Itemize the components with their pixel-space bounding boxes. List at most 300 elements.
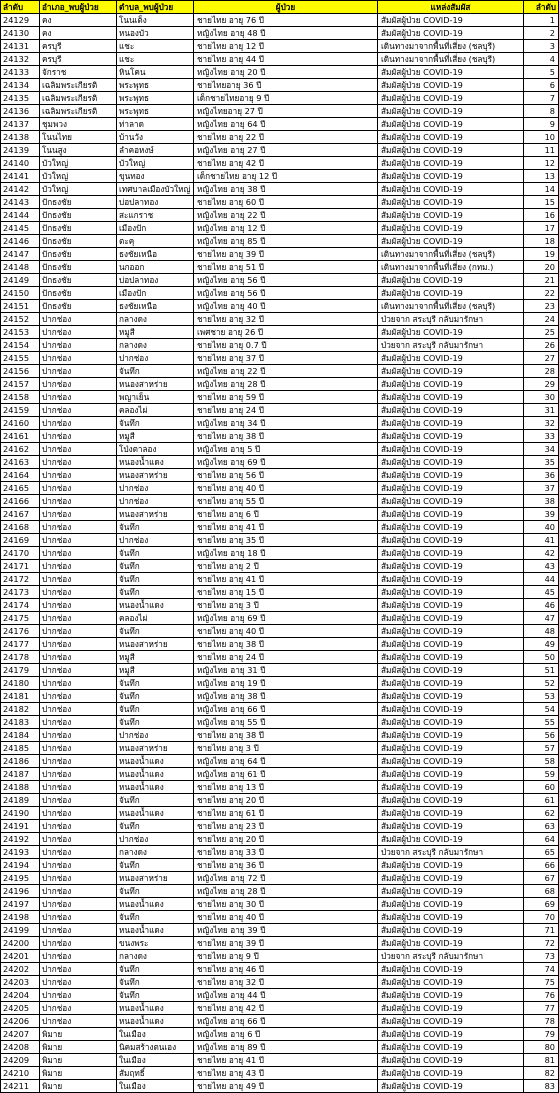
cell-exposure-source: สัมผัสผู้ป่วย COVID-19 (378, 157, 524, 170)
cell-subdistrict: หนองสาหร่าย (117, 378, 194, 391)
cell-exposure-source: สัมผัสผู้ป่วย COVID-19 (378, 872, 524, 885)
cell-sequence: 39 (524, 508, 559, 521)
cell-district: บัวใหญ่ (40, 170, 117, 183)
cell-district: ปากช่อง (40, 989, 117, 1002)
cell-subdistrict: โป่งตาลอง (117, 443, 194, 456)
cell-subdistrict: ท่าลาด (117, 118, 194, 131)
cell-exposure-source: สัมผัสผู้ป่วย COVID-19 (378, 274, 524, 287)
cell-subdistrict: เมืองปัก (117, 222, 194, 235)
cell-district: ครบุรี (40, 53, 117, 66)
cell-sequence: 66 (524, 859, 559, 872)
cell-sequence: 21 (524, 274, 559, 287)
cell-patient: หญิงไทย อายุ 85 ปี (194, 235, 378, 248)
cell-case-number: 24162 (1, 443, 40, 456)
cell-exposure-source: สัมผัสผู้ป่วย COVID-19 (378, 417, 524, 430)
cell-district: ปากช่อง (40, 859, 117, 872)
table-row (1, 976, 559, 989)
cell-sequence: 33 (524, 430, 559, 443)
cell-district: ปากช่อง (40, 521, 117, 534)
cell-sequence: 17 (524, 222, 559, 235)
cell-exposure-source: สัมผัสผู้ป่วย COVID-19 (378, 27, 524, 40)
cell-sequence: 9 (524, 118, 559, 131)
cell-subdistrict: ปากช่อง (117, 352, 194, 365)
cell-district: ปากช่อง (40, 430, 117, 443)
cell-patient: หญิงไทย อายุ 38 ปี (194, 690, 378, 703)
cell-exposure-source: สัมผัสผู้ป่วย COVID-19 (378, 703, 524, 716)
cell-patient: ชายไทย อายุ 2 ปี (194, 560, 378, 573)
table-row (1, 196, 559, 209)
cell-sequence: 76 (524, 989, 559, 1002)
table-row (1, 326, 559, 339)
cell-patient: หญิงไทยอายุ 27 ปี (194, 105, 378, 118)
cell-exposure-source: สัมผัสผู้ป่วย COVID-19 (378, 170, 524, 183)
cell-sequence: 12 (524, 157, 559, 170)
cell-exposure-source: สัมผัสผู้ป่วย COVID-19 (378, 456, 524, 469)
cell-sequence: 8 (524, 105, 559, 118)
cell-sequence: 56 (524, 729, 559, 742)
cell-case-number: 24188 (1, 781, 40, 794)
cell-district: ปากช่อง (40, 781, 117, 794)
cell-patient: เด็กชายไทยอายุ 9 ปี (194, 92, 378, 105)
cell-case-number: 24159 (1, 404, 40, 417)
cell-case-number: 24133 (1, 66, 40, 79)
cell-case-number: 24145 (1, 222, 40, 235)
cell-patient: ชายไทย อายุ 51 ปี (194, 261, 378, 274)
table-row (1, 27, 559, 40)
cell-subdistrict: บ่อปลาทอง (117, 196, 194, 209)
cell-subdistrict: เมืองปัก (117, 287, 194, 300)
cell-exposure-source: สัมผัสผู้ป่วย COVID-19 (378, 833, 524, 846)
cell-exposure-source: สัมผัสผู้ป่วย COVID-19 (378, 820, 524, 833)
cell-patient: ชายไทย อายุ 41 ปี (194, 521, 378, 534)
cell-sequence: 34 (524, 443, 559, 456)
cell-subdistrict: บ่อปลาทอง (117, 274, 194, 287)
cell-district: ปากช่อง (40, 573, 117, 586)
header-district: อำเภอ_พบผู้ป่วย (40, 1, 117, 14)
cell-sequence: 5 (524, 66, 559, 79)
cell-subdistrict: หนองน้ำแดง (117, 456, 194, 469)
cell-subdistrict: คลองไผ่ (117, 612, 194, 625)
table-row (1, 430, 559, 443)
cell-exposure-source: สัมผัสผู้ป่วย COVID-19 (378, 92, 524, 105)
cell-patient: ชายไทย อายุ 40 ปี (194, 482, 378, 495)
cell-patient: หญิงไทย อายุ 69 ปี (194, 612, 378, 625)
cell-case-number: 24144 (1, 209, 40, 222)
cell-subdistrict: ปากช่อง (117, 495, 194, 508)
cell-exposure-source: สัมผัสผู้ป่วย COVID-19 (378, 495, 524, 508)
cell-district: พิมาย (40, 1054, 117, 1067)
cell-case-number: 24175 (1, 612, 40, 625)
cell-exposure-source: สัมผัสผู้ป่วย COVID-19 (378, 989, 524, 1002)
cell-exposure-source: ป่วยจาก สระบุรี กลับมารักษา (378, 950, 524, 963)
header-subdistrict: ตำบล_พบผู้ป่วย (117, 1, 194, 14)
cell-district: ปากช่อง (40, 417, 117, 430)
cell-case-number: 24202 (1, 963, 40, 976)
cell-subdistrict: ในเมือง (117, 1054, 194, 1067)
cell-district: ปากช่อง (40, 794, 117, 807)
cell-district: ปากช่อง (40, 872, 117, 885)
cell-district: ปากช่อง (40, 924, 117, 937)
cell-patient: ชายไทย อายุ 38 ปี (194, 638, 378, 651)
cell-exposure-source: สัมผัสผู้ป่วย COVID-19 (378, 638, 524, 651)
cell-patient: ชายไทย อายุ 43 ปี (194, 1067, 378, 1080)
cell-exposure-source: สัมผัสผู้ป่วย COVID-19 (378, 1015, 524, 1028)
cell-case-number: 24171 (1, 560, 40, 573)
cell-exposure-source: สัมผัสผู้ป่วย COVID-19 (378, 794, 524, 807)
cell-district: ปักธงชัย (40, 300, 117, 313)
cell-case-number: 24183 (1, 716, 40, 729)
cell-sequence: 74 (524, 963, 559, 976)
cell-sequence: 16 (524, 209, 559, 222)
cell-exposure-source: สัมผัสผู้ป่วย COVID-19 (378, 183, 524, 196)
cell-exposure-source: สัมผัสผู้ป่วย COVID-19 (378, 898, 524, 911)
cell-exposure-source: เดินทางมาจากพื้นที่เสี่ยง (ชลบุรี) (378, 248, 524, 261)
cell-case-number: 24206 (1, 1015, 40, 1028)
cell-case-number: 24186 (1, 755, 40, 768)
cell-sequence: 61 (524, 794, 559, 807)
table-row (1, 339, 559, 352)
cell-district: ปากช่อง (40, 690, 117, 703)
cell-case-number: 24194 (1, 859, 40, 872)
cell-patient: ชายไทย อายุ 15 ปี (194, 586, 378, 599)
cell-subdistrict: โนนเต็ง (117, 14, 194, 27)
cell-case-number: 24181 (1, 690, 40, 703)
cell-exposure-source: สัมผัสผู้ป่วย COVID-19 (378, 14, 524, 27)
table-row (1, 365, 559, 378)
cell-subdistrict: หนองน้ำแดง (117, 768, 194, 781)
cell-patient: หญิงไทย อายุ 89 ปี (194, 1041, 378, 1054)
table-row (1, 222, 559, 235)
cell-subdistrict: ขนงพระ (117, 937, 194, 950)
cell-exposure-source: สัมผัสผู้ป่วย COVID-19 (378, 729, 524, 742)
cell-case-number: 24203 (1, 976, 40, 989)
cell-exposure-source: สัมผัสผู้ป่วย COVID-19 (378, 664, 524, 677)
cell-subdistrict: จันทึก (117, 521, 194, 534)
cell-district: บัวใหญ่ (40, 183, 117, 196)
cell-subdistrict: เทศบาลเมืองบัวใหญ่ (117, 183, 194, 196)
table-row (1, 521, 559, 534)
table-row (1, 170, 559, 183)
cell-patient: หญิงไทย อายุ 56 ปี (194, 274, 378, 287)
cell-patient: หญิงไทย อายุ 66 ปี (194, 703, 378, 716)
header-row (1, 1, 559, 14)
cell-patient: ชายไทย อายุ 60 ปี (194, 196, 378, 209)
cell-patient: เด็กชายไทย อายุ 12 ปี (194, 170, 378, 183)
cell-subdistrict: จันทึก (117, 963, 194, 976)
cell-sequence: 55 (524, 716, 559, 729)
cell-patient: ชายไทย อายุ 6 ปี (194, 508, 378, 521)
table-row (1, 534, 559, 547)
cell-case-number: 24190 (1, 807, 40, 820)
cell-subdistrict: ปากช่อง (117, 729, 194, 742)
cell-subdistrict: จันทึก (117, 885, 194, 898)
table-row (1, 625, 559, 638)
cell-district: โนนสูง (40, 144, 117, 157)
cell-sequence: 28 (524, 365, 559, 378)
cell-district: ปากช่อง (40, 651, 117, 664)
table-row (1, 1028, 559, 1041)
cell-patient: ชายไทย อายุ 3 ปี (194, 742, 378, 755)
cell-subdistrict: พระพุทธ (117, 105, 194, 118)
cell-subdistrict: จันทึก (117, 417, 194, 430)
cell-exposure-source: สัมผัสผู้ป่วย COVID-19 (378, 573, 524, 586)
cell-sequence: 80 (524, 1041, 559, 1054)
cell-sequence: 31 (524, 404, 559, 417)
cell-subdistrict: จันทึก (117, 560, 194, 573)
cell-patient: หญิงไทย อายุ 40 ปี (194, 300, 378, 313)
cell-patient: หญิงไทย อายุ 5 ปี (194, 443, 378, 456)
cell-sequence: 50 (524, 651, 559, 664)
cell-patient: ชายไทย อายุ 33 ปี (194, 846, 378, 859)
table-row (1, 209, 559, 222)
cell-district: ปักธงชัย (40, 261, 117, 274)
cell-case-number: 24154 (1, 339, 40, 352)
cell-patient: ชายไทย อายุ 41 ปี (194, 1054, 378, 1067)
cell-exposure-source: สัมผัสผู้ป่วย COVID-19 (378, 534, 524, 547)
cell-case-number: 24155 (1, 352, 40, 365)
cell-case-number: 24211 (1, 1080, 40, 1093)
cell-district: ปากช่อง (40, 482, 117, 495)
cell-patient: ชายไทย อายุ 36 ปี (194, 859, 378, 872)
cell-patient: ชายไทย อายุ 24 ปี (194, 651, 378, 664)
cell-patient: ชายไทย อายุ 9 ปี (194, 950, 378, 963)
cell-sequence: 26 (524, 339, 559, 352)
cell-subdistrict: ปากช่อง (117, 482, 194, 495)
cell-exposure-source: สัมผัสผู้ป่วย COVID-19 (378, 1080, 524, 1093)
cell-district: ปากช่อง (40, 911, 117, 924)
cell-sequence: 64 (524, 833, 559, 846)
cell-exposure-source: สัมผัสผู้ป่วย COVID-19 (378, 911, 524, 924)
cell-exposure-source: สัมผัสผู้ป่วย COVID-19 (378, 612, 524, 625)
cell-sequence: 54 (524, 703, 559, 716)
cell-subdistrict: บ้านวัง (117, 131, 194, 144)
cell-sequence: 62 (524, 807, 559, 820)
cell-exposure-source: สัมผัสผู้ป่วย COVID-19 (378, 79, 524, 92)
cell-subdistrict: หนองสาหร่าย (117, 508, 194, 521)
cell-sequence: 41 (524, 534, 559, 547)
cell-district: ปักธงชัย (40, 222, 117, 235)
cell-exposure-source: สัมผัสผู้ป่วย COVID-19 (378, 1002, 524, 1015)
cell-patient: ชายไทยอายุ 36 ปี (194, 79, 378, 92)
cell-sequence: 13 (524, 170, 559, 183)
cell-exposure-source: เดินทางมาจากพื้นที่เสี่ยง (ชลบุรี) (378, 53, 524, 66)
cell-exposure-source: สัมผัสผู้ป่วย COVID-19 (378, 690, 524, 703)
header-case-number: ลำดับ (1, 1, 40, 14)
cell-subdistrict: หนองบัว (117, 27, 194, 40)
cell-sequence: 15 (524, 196, 559, 209)
cell-subdistrict: จันทึก (117, 794, 194, 807)
cell-exposure-source: เดินทางมาจากพื้นที่เสี่ยง (ชลบุรี) (378, 300, 524, 313)
cell-subdistrict: ขุนทอง (117, 170, 194, 183)
cell-patient: หญิงไทย อายุ 44 ปี (194, 989, 378, 1002)
cell-district: ปากช่อง (40, 495, 117, 508)
cell-case-number: 24209 (1, 1054, 40, 1067)
cell-sequence: 68 (524, 885, 559, 898)
cell-case-number: 24177 (1, 638, 40, 651)
cell-district: ปากช่อง (40, 339, 117, 352)
cell-sequence: 47 (524, 612, 559, 625)
cell-subdistrict: ปากช่อง (117, 534, 194, 547)
cell-subdistrict: กลางดง (117, 950, 194, 963)
cell-district: ปากช่อง (40, 703, 117, 716)
cell-exposure-source: เดินทางมาจากพื้นที่เสี่ยง (กทม.) (378, 261, 524, 274)
cell-district: ปากช่อง (40, 768, 117, 781)
cell-exposure-source: สัมผัสผู้ป่วย COVID-19 (378, 482, 524, 495)
cell-district: ปักธงชัย (40, 235, 117, 248)
cell-subdistrict: กลางดง (117, 846, 194, 859)
cell-exposure-source: สัมผัสผู้ป่วย COVID-19 (378, 859, 524, 872)
cell-subdistrict: จันทึก (117, 703, 194, 716)
cell-exposure-source: สัมผัสผู้ป่วย COVID-19 (378, 105, 524, 118)
cell-sequence: 58 (524, 755, 559, 768)
table-row (1, 482, 559, 495)
cell-case-number: 24199 (1, 924, 40, 937)
cell-exposure-source: สัมผัสผู้ป่วย COVID-19 (378, 924, 524, 937)
table-row (1, 820, 559, 833)
cell-sequence: 60 (524, 781, 559, 794)
cell-patient: หญิงไทย อายุ 18 ปี (194, 547, 378, 560)
cell-patient: ชายไทย อายุ 76 ปี (194, 14, 378, 27)
cell-subdistrict: พระพุทธ (117, 79, 194, 92)
cell-subdistrict: บัวใหญ่ (117, 157, 194, 170)
cell-case-number: 24160 (1, 417, 40, 430)
cell-subdistrict: สัมฤทธิ์ (117, 1067, 194, 1080)
cell-sequence: 32 (524, 417, 559, 430)
cell-exposure-source: สัมผัสผู้ป่วย COVID-19 (378, 755, 524, 768)
cell-patient: ชายไทย อายุ 56 ปี (194, 469, 378, 482)
cell-district: ปากช่อง (40, 807, 117, 820)
cell-subdistrict: หนองน้ำแดง (117, 807, 194, 820)
cell-exposure-source: สัมผัสผู้ป่วย COVID-19 (378, 625, 524, 638)
cell-case-number: 24132 (1, 53, 40, 66)
cell-case-number: 24201 (1, 950, 40, 963)
table-row (1, 1067, 559, 1080)
cell-patient: หญิงไทย อายุ 38 ปี (194, 183, 378, 196)
table-row (1, 560, 559, 573)
cell-district: ปากช่อง (40, 391, 117, 404)
cell-case-number: 24191 (1, 820, 40, 833)
cell-sequence: 42 (524, 547, 559, 560)
cell-case-number: 24180 (1, 677, 40, 690)
cell-district: พิมาย (40, 1041, 117, 1054)
cell-subdistrict: หนองน้ำแดง (117, 781, 194, 794)
cell-subdistrict: จันทึก (117, 859, 194, 872)
cell-patient: หญิงไทย อายุ 20 ปี (194, 66, 378, 79)
table-body (1, 14, 559, 1093)
cell-exposure-source: สัมผัสผู้ป่วย COVID-19 (378, 144, 524, 157)
table-row (1, 443, 559, 456)
cell-sequence: 6 (524, 79, 559, 92)
header-exposure-source: แหล่งสัมผัส (378, 1, 524, 14)
cell-case-number: 24158 (1, 391, 40, 404)
cell-case-number: 24170 (1, 547, 40, 560)
cell-subdistrict: นกออก (117, 261, 194, 274)
cell-subdistrict: จันทึก (117, 690, 194, 703)
cell-case-number: 24169 (1, 534, 40, 547)
cell-patient: ชายไทย อายุ 20 ปี (194, 794, 378, 807)
table-row (1, 1015, 559, 1028)
table-row (1, 404, 559, 417)
cell-case-number: 24172 (1, 573, 40, 586)
cell-subdistrict: หนองน้ำแดง (117, 924, 194, 937)
cell-case-number: 24182 (1, 703, 40, 716)
cell-district: ปากช่อง (40, 599, 117, 612)
table-row (1, 79, 559, 92)
cell-case-number: 24210 (1, 1067, 40, 1080)
cell-case-number: 24204 (1, 989, 40, 1002)
table-row (1, 586, 559, 599)
cell-case-number: 24146 (1, 235, 40, 248)
cell-subdistrict: หนองน้ำแดง (117, 1002, 194, 1015)
cell-subdistrict: หมูสี (117, 326, 194, 339)
cell-exposure-source: สัมผัสผู้ป่วย COVID-19 (378, 326, 524, 339)
cell-case-number: 24208 (1, 1041, 40, 1054)
cell-case-number: 24129 (1, 14, 40, 27)
cell-patient: ชายไทย อายุ 30 ปี (194, 898, 378, 911)
cell-sequence: 4 (524, 53, 559, 66)
cell-district: เฉลิมพระเกียรติ (40, 79, 117, 92)
cell-exposure-source: สัมผัสผู้ป่วย COVID-19 (378, 521, 524, 534)
table-row (1, 313, 559, 326)
cell-subdistrict: จันทึก (117, 677, 194, 690)
table-row (1, 963, 559, 976)
cell-sequence: 38 (524, 495, 559, 508)
cell-patient: หญิงไทย อายุ 64 ปี (194, 118, 378, 131)
cell-sequence: 53 (524, 690, 559, 703)
cell-district: ชุมพวง (40, 118, 117, 131)
table-row (1, 599, 559, 612)
cell-exposure-source: สัมผัสผู้ป่วย COVID-19 (378, 885, 524, 898)
cell-district: พิมาย (40, 1067, 117, 1080)
cell-district: ปักธงชัย (40, 196, 117, 209)
cell-sequence: 40 (524, 521, 559, 534)
cell-subdistrict: ตะคุ (117, 235, 194, 248)
cell-sequence: 30 (524, 391, 559, 404)
table-row (1, 1080, 559, 1093)
cell-subdistrict: ปากช่อง (117, 833, 194, 846)
cell-district: ปากช่อง (40, 820, 117, 833)
cell-subdistrict: พระพุทธ (117, 92, 194, 105)
cell-case-number: 24140 (1, 157, 40, 170)
table-header (1, 1, 559, 14)
table-row (1, 1054, 559, 1067)
cell-patient: หญิงไทย อายุ 12 ปี (194, 222, 378, 235)
cell-patient: หญิงไทย อายุ 22 ปี (194, 365, 378, 378)
cell-case-number: 24192 (1, 833, 40, 846)
table-row (1, 885, 559, 898)
cell-exposure-source: สัมผัสผู้ป่วย COVID-19 (378, 1041, 524, 1054)
cell-subdistrict: ธงชัยเหนือ (117, 248, 194, 261)
cell-case-number: 24152 (1, 313, 40, 326)
table-row (1, 274, 559, 287)
cell-sequence: 81 (524, 1054, 559, 1067)
cell-subdistrict: ในเมือง (117, 1080, 194, 1093)
cell-district: ปากช่อง (40, 950, 117, 963)
cell-patient: หญิงไทย อายุ 28 ปี (194, 378, 378, 391)
cell-patient: หญิงไทย อายุ 39 ปี (194, 924, 378, 937)
cell-district: คง (40, 27, 117, 40)
cell-case-number: 24198 (1, 911, 40, 924)
cell-district: ปักธงชัย (40, 209, 117, 222)
cell-patient: หญิงไทย อายุ 64 ปี (194, 755, 378, 768)
cell-district: ปากช่อง (40, 898, 117, 911)
cell-case-number: 24136 (1, 105, 40, 118)
cell-district: ปากช่อง (40, 716, 117, 729)
table-row (1, 690, 559, 703)
cell-subdistrict: พญาเย็น (117, 391, 194, 404)
cell-sequence: 14 (524, 183, 559, 196)
cell-subdistrict: หนองน้ำแดง (117, 1015, 194, 1028)
